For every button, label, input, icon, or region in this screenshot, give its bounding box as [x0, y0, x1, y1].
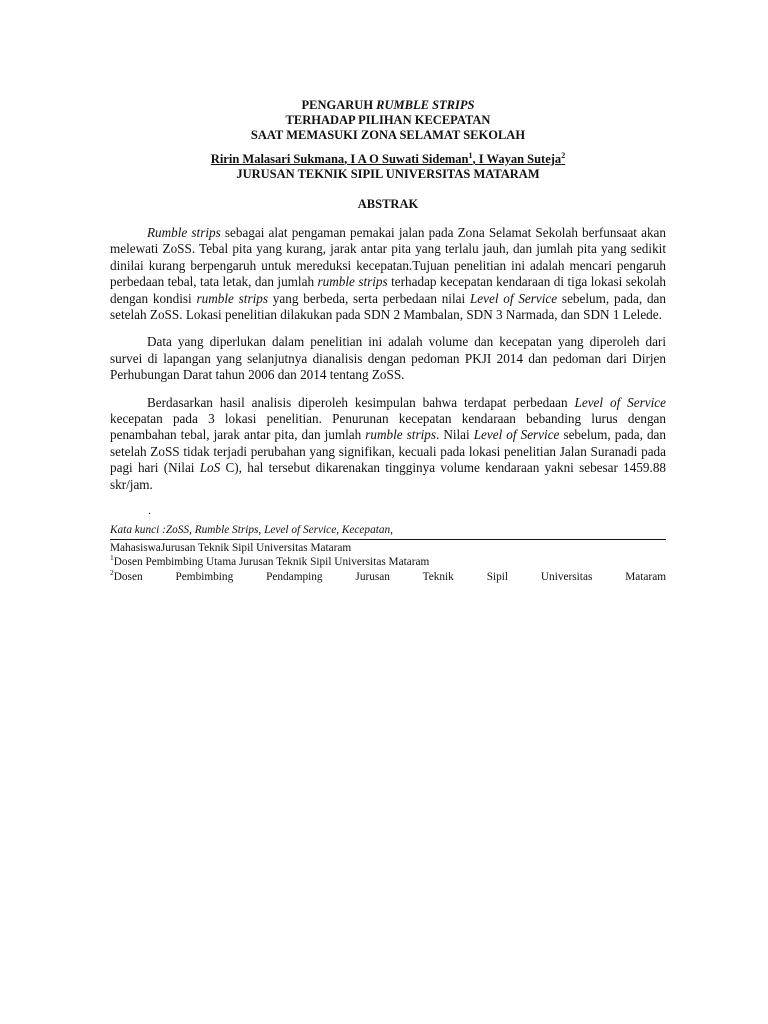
text-run: Level of Service	[574, 394, 666, 410]
text-run: rumble strips	[196, 290, 268, 306]
abstract-paragraph-1	[110, 225, 666, 323]
author-names	[110, 152, 666, 167]
stray-dot: .	[148, 503, 151, 518]
abstract-paragraph-2	[110, 334, 666, 383]
text-run: C), hal tersebut dikarenakan tingginya volume kendaraan yakni sebesar 1459.88 skr/jam.	[110, 460, 667, 492]
text-run: sebelum, pada, dan setelah ZoSS. Lokasi penelitian dilakukan pada SDN 2 Mambalan, SDN 3 Narmada, dan SDN 1 Lelede.	[110, 290, 666, 323]
text-run: terhadap kecepatan kendaraan di tiga lokasi sekolah dengan kondisi	[110, 274, 666, 306]
title-line-1: PENGARUH RUMBLE STRIPS	[301, 98, 475, 112]
author-block	[110, 152, 666, 182]
affiliation: JURUSAN TEKNIK SIPIL UNIVERSITAS MATARAM	[236, 167, 540, 181]
keywords: Kata kunci :ZoSS, Rumble Strips, Level of Service, Kecepatan,	[110, 524, 393, 537]
footnote-1: $^1$Dosen Pembimbing Utama Jurusan Teknik Sipil Universitas Mataram	[110, 553, 430, 569]
text-run: Level of Service	[473, 427, 560, 443]
footnote-0: MahasiswaJurusan Teknik Sipil Universitas Mataram	[110, 542, 352, 555]
text-run: Data yang diperlukan dalam penelitian ini adalah volume dan kecepatan yang diperoleh dari survei di lapangan yang selanjutnya dianalisis dengan pedoman PKJI 2014 dan pedoman dari Dirjen Perhubungan Darat tahun 2006 dan 2014 tentang ZoSS.	[110, 334, 666, 383]
document-page	[110, 98, 666, 584]
author-names-underlined: Ririn Malasari Sukmana, I A O Suwati Sideman$^1$, I Wayan Suteja$^2$	[210, 150, 566, 166]
title-line-2: TERHADAP PILIHAN KECEPATAN	[285, 113, 491, 127]
text-run: rumble strips	[317, 274, 388, 290]
text-run: . Nilai	[435, 427, 474, 443]
text-run: yang berbeda, serta perbedaan nilai	[268, 290, 470, 306]
text-run: LoS	[199, 460, 221, 476]
text-run: sebelum, pada, dan setelah ZoSS tidak terjadi perubahan yang signifikan, kecuali pada lokasi penelitian Jalan Suranadi pada pagi hari (Nilai	[110, 427, 666, 476]
text-run: sebagai alat pengaman pemakai jalan pada Zona Selamat Sekolah berfunsaat akan melewati ZoSS. Tebal pita yang kurang, jarak antar pita yang terlalu jauh, dan jumlah pita yang sedikit dinilai kurang berpengaruh untuk mereduksi kecepatan.Tujuan penelitian ini adalah mencari pengaruh perbedaan tebal, tata letak, dan jumlah	[110, 225, 666, 290]
abstract-heading: ABSTRAK	[357, 197, 419, 211]
text-run: Rumble strips	[147, 225, 221, 240]
footnotes	[110, 539, 666, 584]
paper-title	[110, 98, 666, 143]
footnote-2: $^2$Dosen Pembimbing Pendamping Jurusan Teknik Sipil Universitas Mataram	[110, 567, 666, 583]
abstract-paragraph-3	[110, 395, 666, 493]
text-run: kecepatan pada 3 lokasi penelitian. Penurunan kecepatan kendaraan bebanding lurus dengan penambahan tebal, jarak antar pita, dan jumlah	[110, 411, 666, 443]
text-run: rumble strips	[365, 427, 436, 443]
text-run: Berdasarkan hasil analisis diperoleh kesimpulan bahwa terdapat perbedaan	[147, 394, 575, 410]
text-run: Level of Service	[469, 290, 558, 306]
title-line-3: SAAT MEMASUKI ZONA SELAMAT SEKOLAH	[250, 128, 526, 142]
